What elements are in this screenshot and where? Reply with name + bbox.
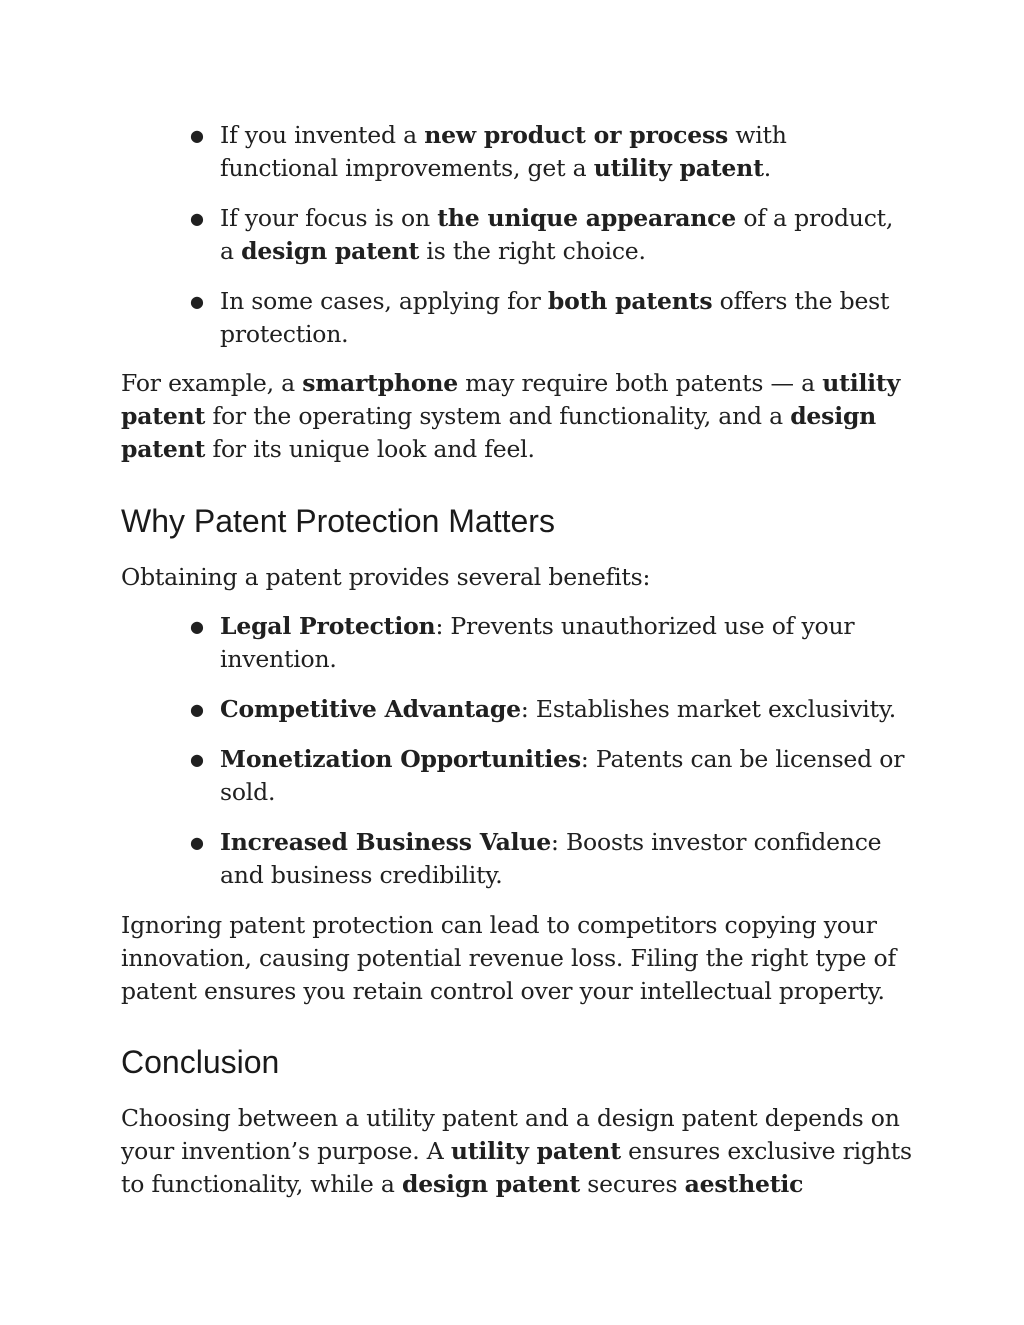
ignoring-paragraph: Ignoring patent protection can lead to competitors copying your innovation, causing potential revenue loss. Filing the right type of patent ensures you retain control over your intellectual property. [121,911,896,1005]
list-item: ● In some cases, applying for both patents offers the best protection. [190,287,890,348]
bullet-icon: ● [190,292,204,311]
bullet-icon: ● [190,833,204,852]
section-heading-why: Why Patent Protection Matters [121,503,555,539]
list-item: ● Competitive Advantage: Establishes market exclusivity. [220,693,910,726]
conclusion-paragraph: Choosing between a utility patent and a design patent depends on your invention’s purpose. A utility patent ensures exclusive rights to functionality, while a design patent secures aesthetic [121,1104,912,1198]
list-item: ● If you invented a new product or process with functional improvements, get a utility patent. [190,121,787,182]
bullet-icon: ● [190,126,204,145]
list-item: ● If your focus is on the unique appearance of a product, a design patent is the right choice. [190,204,894,265]
section-heading-conclusion: Conclusion [121,1044,280,1080]
intro-paragraph: Obtaining a patent provides several benefits: [121,563,651,591]
bullet-icon: ● [190,700,204,719]
example-paragraph: For example, a smartphone may require both patents — a utility patent for the operating system and functionality, and a design patent for its unique look and feel. [121,369,901,463]
list-item: ● Legal Protection: Prevents unauthorized use of your invention. [190,612,855,673]
list-item: ● Monetization Opportunities: Patents can be licensed or sold. [190,745,905,806]
bullet-icon: ● [190,750,204,769]
list-item: ● Increased Business Value: Boosts investor confidence and business credibility. [190,828,882,889]
bullet-icon: ● [190,617,204,636]
bullet-icon: ● [190,209,204,228]
